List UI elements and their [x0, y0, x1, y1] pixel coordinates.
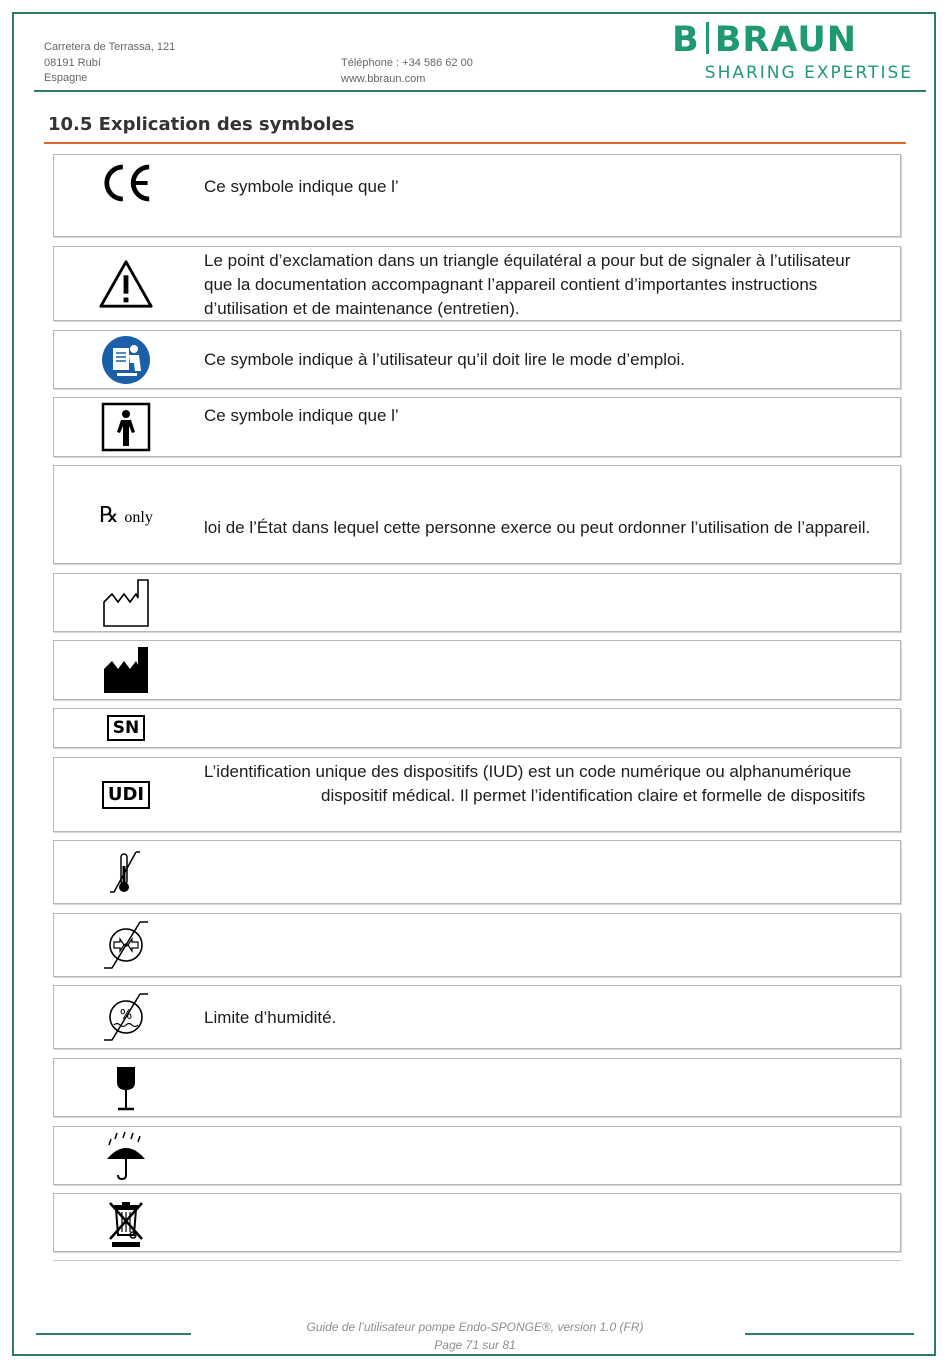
phone-line: Téléphone : +34 586 62 00 [341, 57, 473, 69]
humidity-limit-icon [98, 986, 154, 1048]
page-footer [200, 1318, 750, 1354]
symbol-row-atmospheric-pressure [53, 913, 901, 977]
symbol-row-fragile [53, 1058, 901, 1117]
symbol-desc-line: loi de l’État dans lequel cette personne exerce ou peut ordonner l’utilisation de l’appareil. [204, 518, 871, 537]
rx-only-icon: ℞ only [99, 501, 153, 527]
symbol-desc-line: d’utilisation et de maintenance (entretien). [204, 299, 520, 318]
symbol-desc-line: Limite d’humidité. [204, 1008, 337, 1027]
atmospheric-pressure-limit-icon [98, 914, 154, 976]
symbol-desc [204, 249, 894, 321]
weee-crossed-bin-icon [98, 1194, 154, 1251]
symbol-desc-line: L’identification unique des dispositifs (IUD) est un code numérique ou alphanumérique [204, 762, 852, 781]
date-of-manufacture-icon [98, 574, 154, 631]
address-line: 08191 Rubí [44, 56, 101, 69]
symbol-row-weee [53, 1193, 901, 1252]
symbol-row-ce [53, 154, 901, 237]
type-bf-applied-part-icon [98, 398, 154, 456]
logo-wordmark: B BRAUN [672, 20, 858, 60]
serial-number-icon: SN [98, 709, 154, 747]
address-block [44, 40, 175, 87]
footer-page-number: Page 71 sur 81 [434, 1338, 516, 1352]
fragile-glass-icon [98, 1059, 154, 1116]
symbol-row-date-of-manufacture [53, 573, 901, 632]
header-divider [34, 90, 926, 92]
symbol-row-rx-only [53, 465, 901, 564]
symbol-desc-line: Le point d’exclamation dans un triangle équilatéral a pour but de signaler à l’utilisateur [204, 251, 851, 270]
symbol-desc-line: dispositif médical. Il permet l’identification claire et formelle de dispositifs [321, 786, 866, 805]
website-link[interactable]: www.bbraun.com [341, 72, 426, 85]
address-line: Carretera de Terrassa, 121 [44, 41, 176, 53]
symbol-row-humidity [53, 985, 901, 1049]
temperature-limit-icon [98, 841, 154, 903]
symbol-desc-line: Ce symbole indique que l’ [204, 406, 399, 425]
symbol-row-udi [53, 757, 901, 832]
section-title: 10.5 Explication des symboles [48, 114, 355, 135]
symbol-row-warning [53, 246, 901, 321]
logo-tagline: SHARING EXPERTISE [704, 63, 913, 83]
content-bottom-divider [53, 1260, 901, 1261]
address-line: Espagne [44, 72, 88, 84]
symbol-row-manufacturer [53, 640, 901, 700]
symbol-desc-line: que la documentation accompagnant l’appareil contient d’importantes instructions [204, 275, 818, 294]
warning-triangle-icon [98, 247, 154, 320]
manufacturer-icon [98, 641, 154, 699]
symbol-desc [204, 760, 894, 808]
read-manual-icon [98, 331, 154, 388]
footer-line-left [36, 1333, 191, 1335]
symbol-row-keep-dry [53, 1126, 901, 1185]
symbol-row-type-bf [53, 397, 901, 457]
symbol-row-read-manual [53, 330, 901, 389]
symbol-row-serial-number [53, 708, 901, 748]
svg-text:%: % [119, 1008, 133, 1023]
bbraun-logo [672, 20, 917, 84]
udi-icon: UDI [98, 758, 154, 831]
symbol-desc-line: Ce symbole indique à l’utilisateur qu’il doit lire le mode d’emploi. [204, 350, 685, 369]
contact-block [341, 56, 473, 87]
footer-doc-title: Guide de l’utilisateur pompe Endo-SPONGE®, version 1.0 (FR) [306, 1320, 644, 1334]
section-divider [44, 142, 906, 144]
keep-dry-umbrella-icon [98, 1127, 154, 1184]
footer-line-right [745, 1333, 914, 1335]
symbol-row-temperature-limit [53, 840, 901, 904]
symbol-desc-line: Ce symbole indique que l’ [204, 177, 399, 196]
ce-mark-icon [98, 155, 154, 211]
